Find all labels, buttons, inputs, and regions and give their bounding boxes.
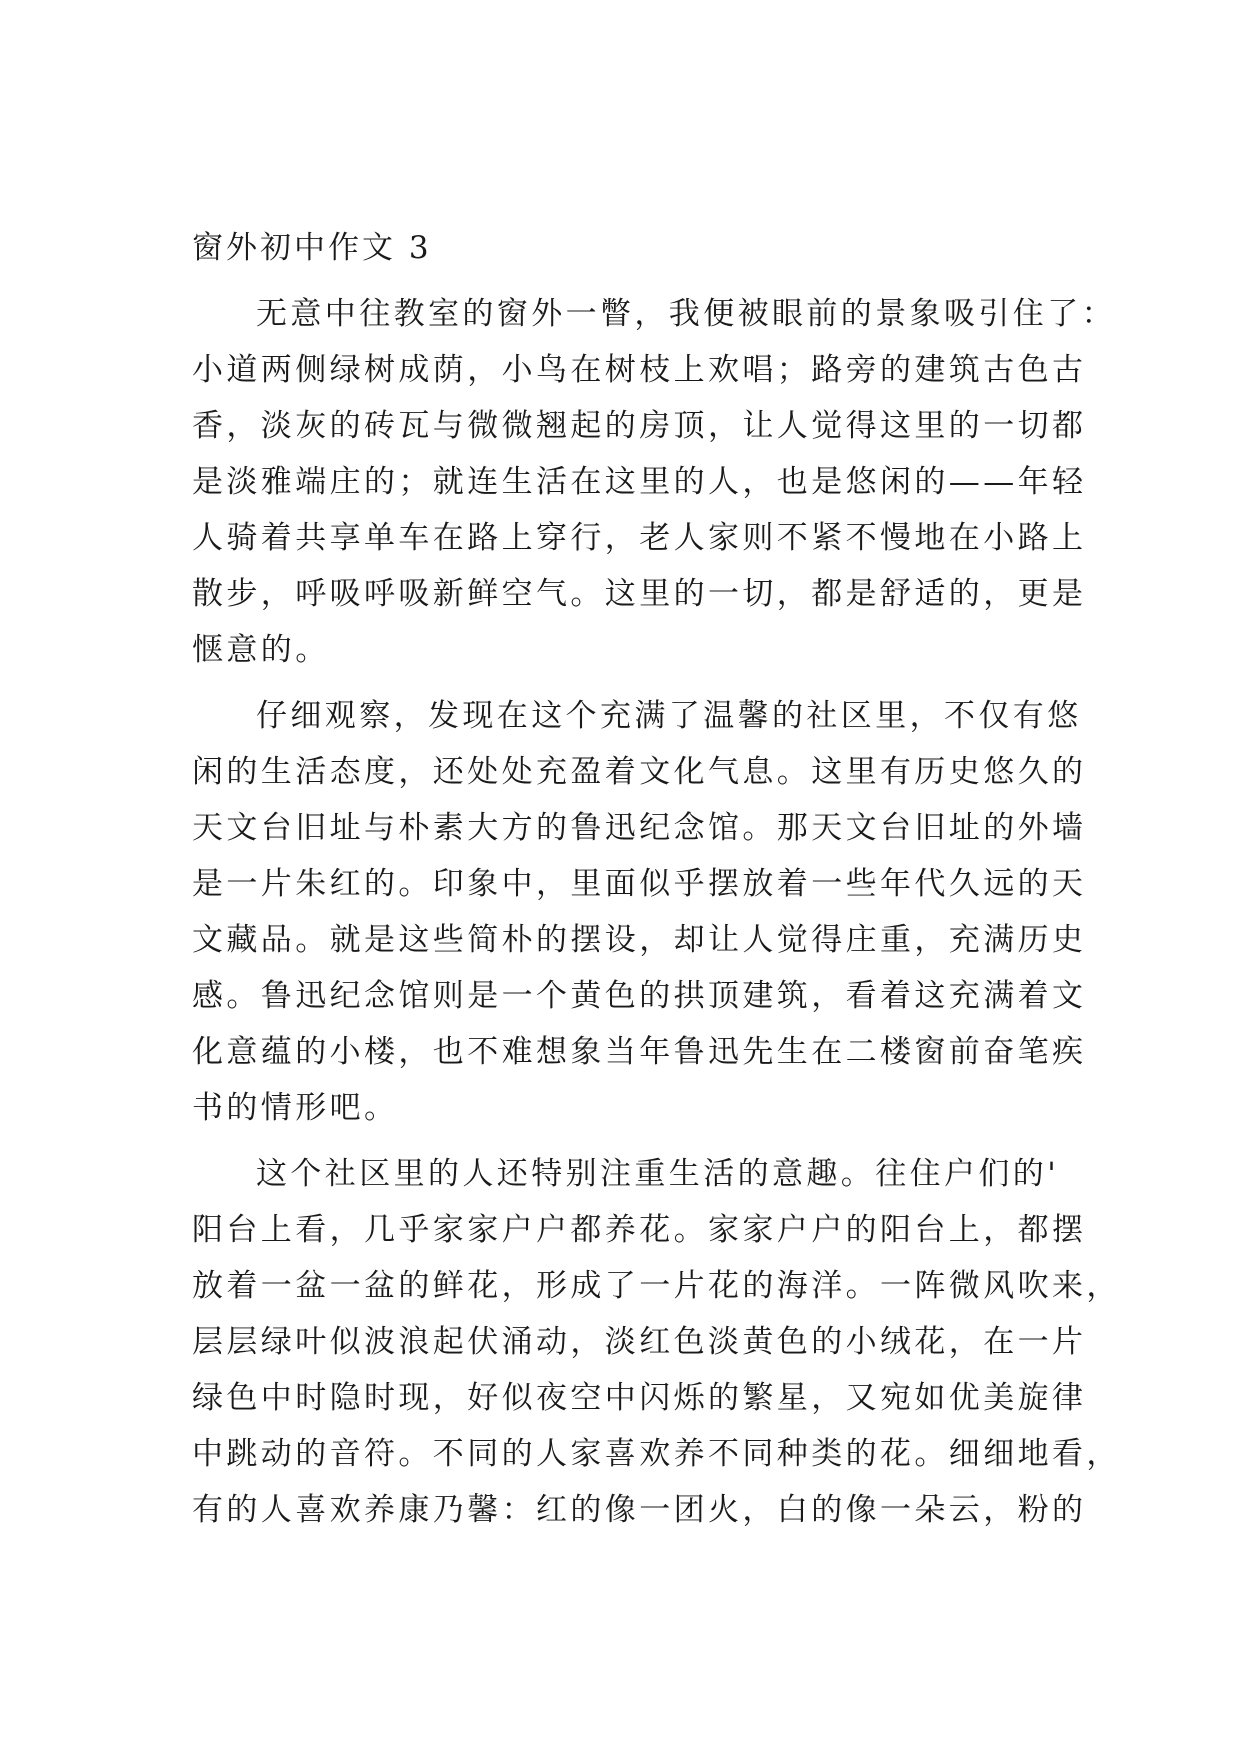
paragraph-2-line-7: 化意蕴的小楼，也不难想象当年鲁迅先生在二楼窗前奋笔疾 [192, 1034, 1087, 1070]
paragraph-1-line-4: 是淡雅端庄的；就连生活在这里的人，也是悠闲的——年轻 [192, 464, 1087, 500]
paragraph-3-line-3: 放着一盆一盆的鲜花，形成了一片花的海洋。一阵微风吹来， [192, 1268, 1121, 1304]
paragraph-2-line-3: 天文台旧址与朴素大方的鲁迅纪念馆。那天文台旧址的外墙 [192, 810, 1087, 846]
paragraph-2-line-8: 书的情形吧。 [192, 1090, 399, 1126]
paragraph-1-line-3: 香，淡灰的砖瓦与微微翘起的房顶，让人觉得这里的一切都 [192, 408, 1087, 444]
paragraph-2-line-6: 感。鲁迅纪念馆则是一个黄色的拱顶建筑，看着这充满着文 [192, 978, 1087, 1014]
paragraph-1-line-1: 无意中往教室的窗外一瞥，我便被眼前的景象吸引住了： [256, 296, 1116, 332]
paragraph-2-line-1: 仔细观察，发现在这个充满了温馨的社区里，不仅有悠 [256, 698, 1082, 734]
paragraph-3-line-4: 层层绿叶似波浪起伏涌动，淡红色淡黄色的小绒花，在一片 [192, 1324, 1087, 1360]
paragraph-2-line-4: 是一片朱红的。印象中，里面似乎摆放着一些年代久远的天 [192, 866, 1087, 902]
paragraph-3-line-7: 有的人喜欢养康乃馨：红的像一团火，白的像一朵云，粉的 [192, 1492, 1087, 1528]
paragraph-1-line-7: 惬意的。 [192, 632, 330, 668]
paragraph-1-line-2: 小道两侧绿树成荫，小鸟在树枝上欢唱；路旁的建筑古色古 [192, 352, 1087, 388]
paragraph-3-line-5: 绿色中时隐时现，好似夜空中闪烁的繁星，又宛如优美旋律 [192, 1380, 1087, 1416]
paragraph-1-line-6: 散步，呼吸呼吸新鲜空气。这里的一切，都是舒适的，更是 [192, 576, 1087, 612]
paragraph-2-line-2: 闲的生活态度，还处处充盈着文化气息。这里有历史悠久的 [192, 754, 1087, 790]
paragraph-3-line-2: 阳台上看，几乎家家户户都养花。家家户户的阳台上，都摆 [192, 1212, 1087, 1248]
paragraph-1-line-5: 人骑着共享单车在路上穿行，老人家则不紧不慢地在小路上 [192, 520, 1087, 556]
paragraph-3-line-1: 这个社区里的人还特别注重生活的意趣。往住户们的' [256, 1156, 1060, 1192]
page-title: 窗外初中作文 3 [192, 230, 432, 266]
paragraph-2-line-5: 文藏品。就是这些简朴的摆设，却让人觉得庄重，充满历史 [192, 922, 1087, 958]
paragraph-3-line-6: 中跳动的音符。不同的人家喜欢养不同种类的花。细细地看， [192, 1436, 1121, 1472]
